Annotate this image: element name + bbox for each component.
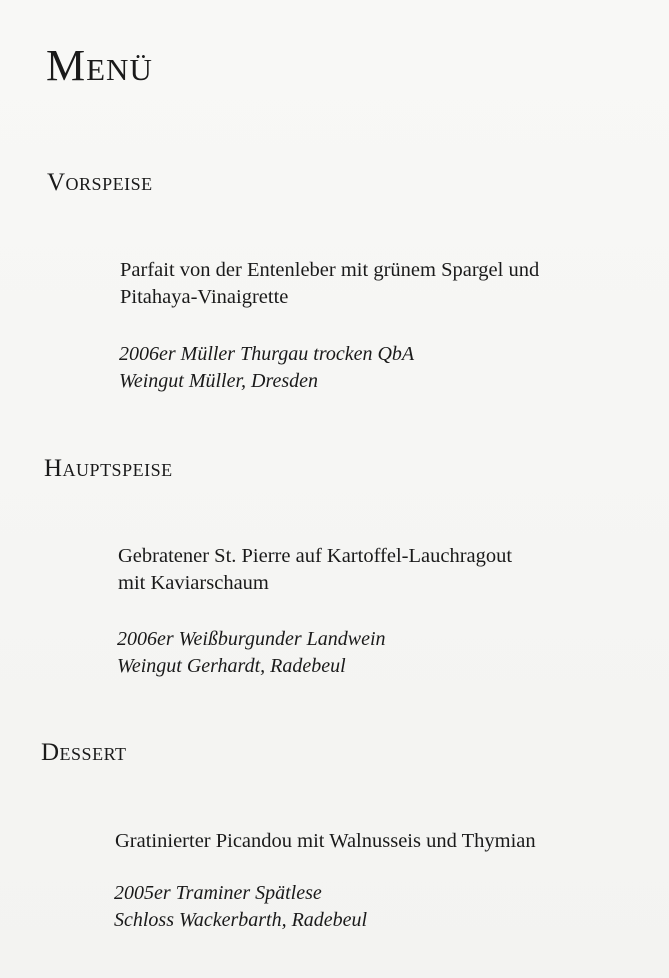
wine-producer: Schloss Wackerbarth, Radebeul [114,909,368,931]
dish-line: mit Kaviarschaum [118,572,269,594]
wine-name: 2006er Müller Thurgau trocken QbA [119,343,415,365]
wine-pairing-hauptspeise [117,626,386,680]
section-heading-hauptspeise: Hauptspeise [44,455,173,482]
wine-name: 2005er Traminer Spätlese [114,882,322,904]
wine-pairing-dessert [114,880,367,934]
dish-line: Gebratener St. Pierre auf Kartoffel-Lauchragout [118,545,513,567]
dish-line: Pitahaya-Vinaigrette [120,286,289,308]
dish-description-hauptspeise [118,543,512,597]
section-heading-dessert: Dessert [41,739,127,766]
wine-name: 2006er Weißburgunder Landwein [117,628,386,650]
menu-title: Menü [46,41,153,90]
wine-producer: Weingut Gerhardt, Radebeul [117,655,346,677]
dish-description-vorspeise [120,257,539,311]
dish-line: Gratinierter Picandou mit Walnusseis und Thymian [115,830,536,852]
section-heading-vorspeise: Vorspeise [47,169,153,196]
wine-producer: Weingut Müller, Dresden [119,370,319,392]
wine-pairing-vorspeise [119,341,414,395]
dish-line: Parfait von der Entenleber mit grünem Spargel und [120,259,540,281]
dish-description-dessert [115,828,536,855]
